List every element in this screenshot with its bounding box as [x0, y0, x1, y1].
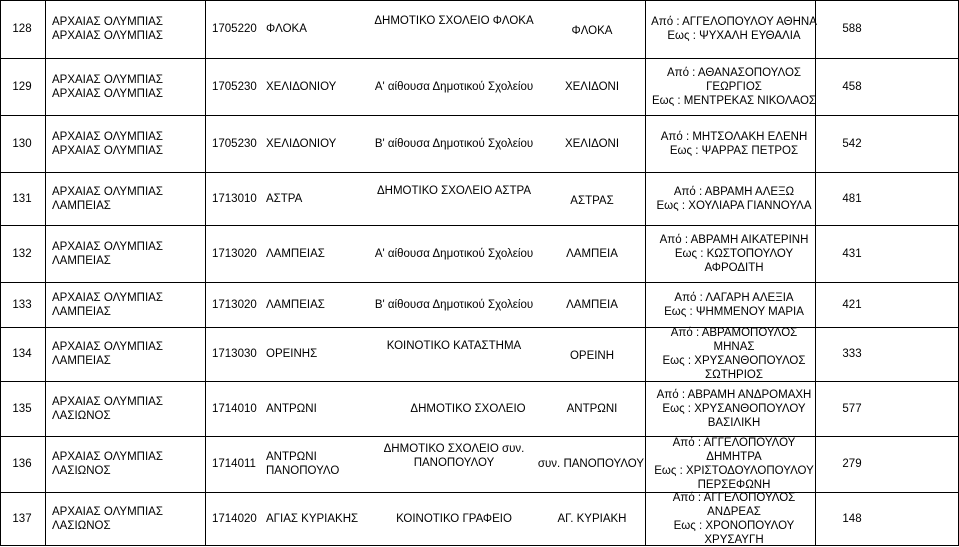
voter-count: 542 [842, 138, 862, 150]
row-number: 130 [12, 138, 32, 150]
voter-count: 481 [842, 193, 862, 205]
area-name: ΑΝΤΡΩΝΙ [266, 451, 317, 463]
municipality: ΛΑΣΙΩΝΟΣ [52, 410, 111, 422]
row-number: 129 [12, 81, 32, 93]
polling-venue: Β' αίθουσα Δημοτικού Σχολείου [374, 299, 534, 311]
area-name: ΑΓΙΑΣ ΚΥΡΙΑΚΗΣ [266, 513, 359, 525]
municipality: ΑΡΧΑΙΑΣ ΟΛΥΜΠΙΑΣ [52, 16, 163, 28]
voter-range: Εως : ΨΗΜΜΕΝΟΥ ΜΑΡΙΑ [664, 306, 804, 318]
voter-range: ΔΗΜΗΤΡΑ [706, 451, 762, 463]
polling-venue: ΔΗΜΟΤΙΚΟ ΣΧΟΛΕΙΟ [410, 403, 526, 415]
voter-count: 577 [842, 403, 862, 415]
municipality: ΑΡΧΑΙΑΣ ΟΛΥΜΠΙΑΣ [52, 292, 163, 304]
area-name: ΦΛΟΚΑ [266, 23, 307, 35]
area-name: ΧΕΛΙΔΟΝΙΟΥ [266, 81, 337, 93]
municipality: ΛΑΜΠΕΙΑΣ [52, 200, 111, 212]
column-divider [0, 0, 1, 546]
place-name: ΧΕΛΙΔΟΝΙ [564, 81, 620, 93]
place-name: ΑΣΤΡΑΣ [570, 195, 614, 207]
voter-range: ΓΕΩΡΓΙΟΣ [706, 81, 762, 93]
voter-range: Από : ΑΒΡΑΜΟΠΟΥΛΟΣ [670, 327, 798, 339]
district-code: 1713030 [212, 348, 257, 360]
voter-range: Από : ΛΑΓΑΡΗ ΑΛΕΞΙΑ [674, 292, 794, 304]
place-name: συν. ΠΑΝΟΠΟΥΛΟΥ [537, 458, 645, 470]
polling-venue: ΔΗΜΟΤΙΚΟ ΣΧΟΛΕΙΟ συν. [383, 443, 525, 455]
voter-count: 421 [842, 299, 862, 311]
voter-range: Από : ΑΒΡΑΜΗ ΑΙΚΑΤΕΡΙΝΗ [659, 234, 809, 246]
voter-range: Εως : ΨΥΧΑΛΗ ΕΥΘΑΛΙΑ [667, 30, 801, 42]
place-name: ΦΛΟΚΑ [571, 25, 613, 37]
district-code: 1705230 [212, 81, 257, 93]
municipality: ΑΡΧΑΙΑΣ ΟΛΥΜΠΙΑΣ [52, 145, 163, 157]
voter-count: 333 [842, 348, 862, 360]
polling-venue: Β' αίθουσα Δημοτικού Σχολείου [374, 138, 534, 150]
row-number: 137 [12, 513, 32, 525]
voter-range: Από : ΑΓΓΕΛΟΠΟΥΛΟΥ [672, 437, 796, 449]
row-number: 133 [12, 299, 32, 311]
place-name: ΛΑΜΠΕΙΑ [566, 248, 618, 260]
row-number: 128 [12, 23, 32, 35]
voter-range: Εως : ΧΡΟΝΟΠΟΥΛΟΥ [673, 520, 795, 532]
district-code: 1713010 [212, 193, 257, 205]
municipality: ΛΑΣΙΩΝΟΣ [52, 520, 111, 532]
area-name: ΛΑΜΠΕΙΑΣ [266, 299, 325, 311]
municipality: ΑΡΧΑΙΑΣ ΟΛΥΜΠΙΑΣ [52, 506, 163, 518]
voter-range: Από : ΑΘΑΝΑΣΟΠΟΥΛΟΣ [666, 67, 801, 79]
voter-range: ΠΕΡΣΕΦΩΝΗ [697, 479, 771, 491]
polling-venue: Α' αίθουσα Δημοτικού Σχολείου [374, 81, 534, 93]
district-code: 1714010 [212, 403, 257, 415]
place-name: ΑΓ. ΚΥΡΙΑΚΗ [557, 513, 627, 525]
voter-range: ΣΩΤΗΡΙΟΣ [705, 369, 763, 381]
voter-range: Από : ΑΒΡΑΜΗ ΑΛΕΞΩ [673, 186, 795, 198]
voter-range: ΑΦΡΟΔΙΤΗ [704, 262, 764, 274]
municipality: ΑΡΧΑΙΑΣ ΟΛΥΜΠΙΑΣ [52, 30, 163, 42]
row-number: 136 [12, 458, 32, 470]
polling-venue: ΔΗΜΟΤΙΚΟ ΣΧΟΛΕΙΟ ΦΛΟΚΑ [374, 15, 534, 27]
district-code: 1714011 [212, 458, 256, 470]
voter-range: ΧΡΥΣΑΥΓΗ [704, 534, 764, 546]
voter-range: Εως : ΨΑΡΡΑΣ ΠΕΤΡΟΣ [669, 145, 799, 157]
municipality: ΑΡΧΑΙΑΣ ΟΛΥΜΠΙΑΣ [52, 396, 163, 408]
voter-range: Από : ΑΒΡΑΜΗ ΑΝΔΡΟΜΑΧΗ [656, 389, 812, 401]
municipality: ΑΡΧΑΙΑΣ ΟΛΥΜΠΙΑΣ [52, 88, 163, 100]
voter-range: Από : ΑΓΓΕΛΟΠΟΥΛΟΣ [672, 492, 796, 504]
district-code: 1705230 [212, 138, 257, 150]
municipality: ΑΡΧΑΙΑΣ ΟΛΥΜΠΙΑΣ [52, 241, 163, 253]
place-name: ΟΡΕΙΝΗ [569, 350, 615, 362]
polling-venue: ΔΗΜΟΤΙΚΟ ΣΧΟΛΕΙΟ ΑΣΤΡΑ [376, 185, 532, 197]
voter-range: Εως : ΚΩΣΤΟΠΟΥΛΟΥ [674, 248, 794, 260]
municipality: ΛΑΜΠΕΙΑΣ [52, 355, 111, 367]
municipality: ΑΡΧΑΙΑΣ ΟΛΥΜΠΙΑΣ [52, 451, 163, 463]
voter-count: 431 [842, 248, 862, 260]
voter-range: Εως : ΧΟΥΛΙΑΡΑ ΓΙΑΝΝΟΥΛΑ [656, 200, 812, 212]
municipality: ΑΡΧΑΙΑΣ ΟΛΥΜΠΙΑΣ [52, 341, 163, 353]
district-code: 1714020 [212, 513, 257, 525]
row-number: 131 [12, 193, 32, 205]
voter-range: ΜΗΝΑΣ [713, 341, 755, 353]
area-name: ΟΡΕΙΝΗΣ [266, 348, 318, 360]
column-divider [205, 0, 206, 546]
district-code: 1713020 [212, 248, 257, 260]
area-name: ΧΕΛΙΔΟΝΙΟΥ [266, 138, 337, 150]
municipality: ΛΑΜΠΕΙΑΣ [52, 306, 111, 318]
polling-venue: ΚΟΙΝΟΤΙΚΟ ΓΡΑΦΕΙΟ [396, 513, 512, 525]
district-code: 1705220 [212, 23, 257, 35]
place-name: ΛΑΜΠΕΙΑ [566, 299, 618, 311]
row-number: 134 [12, 348, 32, 360]
voter-count: 279 [842, 458, 862, 470]
row-number: 135 [12, 403, 32, 415]
column-divider [45, 0, 46, 546]
area-name: ΛΑΜΠΕΙΑΣ [266, 248, 325, 260]
voter-range: ΑΝΔΡΕΑΣ [707, 506, 761, 518]
polling-venue: ΠΑΝΟΠΟΥΛΟΥ [413, 457, 495, 469]
voter-range: Εως : ΧΡΥΣΑΝΘΟΠΟΥΛΟΣ [662, 355, 806, 367]
place-name: ΑΝΤΡΩΝΙ [566, 403, 618, 415]
district-code: 1713020 [212, 299, 257, 311]
area-name: ΑΝΤΡΩΝΙ [266, 403, 317, 415]
voter-range: Εως : ΧΡΥΣΑΝΘΟΠΟΥΛΟΥ [662, 403, 806, 415]
municipality: ΑΡΧΑΙΑΣ ΟΛΥΜΠΙΑΣ [52, 131, 163, 143]
polling-venue: ΚΟΙΝΟΤΙΚΟ ΚΑΤΑΣΤΗΜΑ [386, 340, 522, 352]
municipality: ΑΡΧΑΙΑΣ ΟΛΥΜΠΙΑΣ [52, 74, 163, 86]
municipality: ΑΡΧΑΙΑΣ ΟΛΥΜΠΙΑΣ [52, 186, 163, 198]
municipality: ΛΑΣΙΩΝΟΣ [52, 465, 111, 477]
voter-count: 588 [842, 23, 862, 35]
voter-range: Εως : ΜΕΝΤΡΕΚΑΣ ΝΙΚΟΛΑΟΣ [651, 95, 817, 107]
place-name: ΧΕΛΙΔΟΝΙ [564, 138, 620, 150]
voter-count: 458 [842, 81, 862, 93]
area-name: ΑΣΤΡΑ [266, 193, 303, 205]
voter-range: Από : ΜΗΤΣΟΛΑΚΗ ΕΛΕΝΗ [660, 131, 808, 143]
voter-range: Από : ΑΓΓΕΛΟΠΟΥΛΟΥ ΑΘΗΝΑ [651, 16, 817, 28]
area-name: ΠΑΝΟΠΟΥΛΟ [266, 465, 340, 477]
voter-count: 148 [842, 513, 862, 525]
voter-range: ΒΑΣΙΛΙΚΗ [707, 417, 761, 429]
row-number: 132 [12, 248, 32, 260]
municipality: ΛΑΜΠΕΙΑΣ [52, 255, 111, 267]
polling-venue: Α' αίθουσα Δημοτικού Σχολείου [374, 248, 534, 260]
voter-range: Εως : ΧΡΙΣΤΟΔΟΥΛΟΠΟΥΛΟΥ [654, 465, 814, 477]
